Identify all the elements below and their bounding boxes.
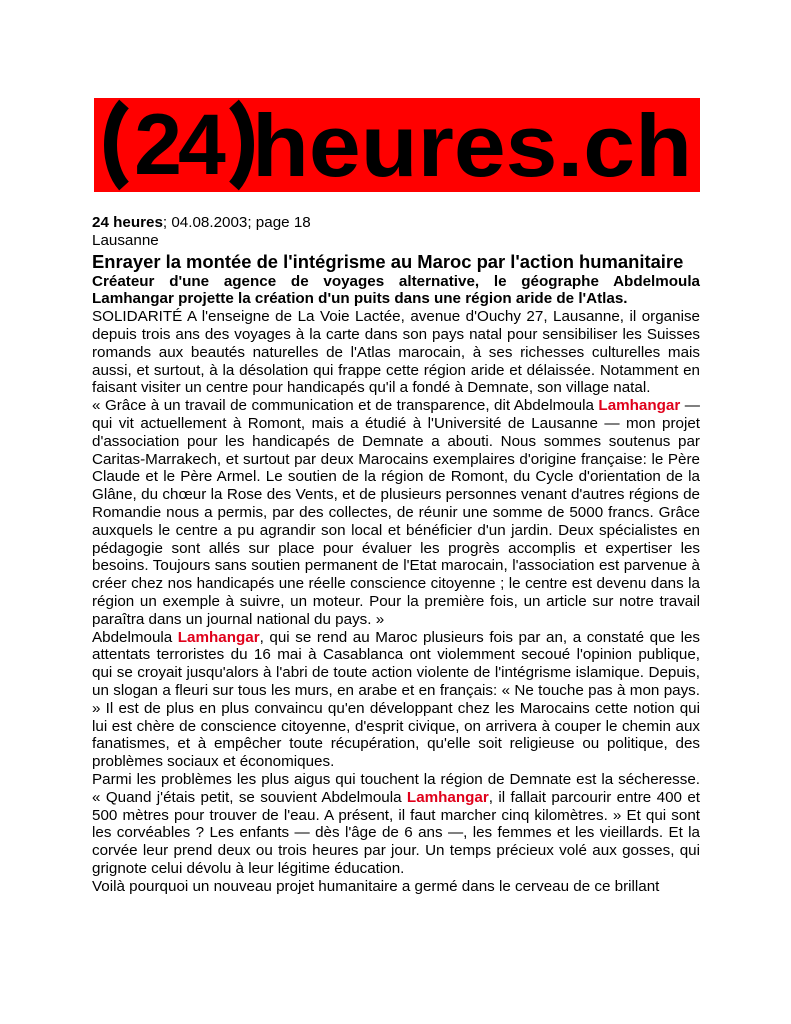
highlighted-name: Lamhangar	[177, 628, 260, 646]
article-headline: Enrayer la montée de l'intégrisme au Maroc par l'action humanitaire	[92, 250, 684, 272]
article-paragraph	[92, 878, 700, 896]
paragraph-text: — qui vit actuellement à Romont, mais a étudié à l'Université de Lausanne — mon projet d'association pour les handicapés de Demnate a abouti. Nous sommes soutenus par Caritas-Marrakech, et surtout par deux Marocains exemplaires d'origine française: le Père Claude et le Père Armel. Le soutien de la région de Romont, du Cycle d'orientation de la Glâne, du chœur la Rose des Vents, et de plusieurs personnes venant d'autres régions de Romandie nous a permis, par des collectes, de réunir une somme de 5000 francs. Grâce auxquels le centre a pu agrandir son local et bénéficier d'un jardin. Deux spécialistes en pédagogie sont allés sur place pour évaluer les progrès accomplis et expertiser les besoins. Toujours sans soutien permanent de l'Etat marocain, l'association est parvenue à créer chez nos handicapés une réelle conscience citoyenne ; le centre est devenu dans la région un exemple à suivre, un moteur. Pour la première fois, un article sur notre travail paraîtra dans un journal national du pays. »	[92, 397, 700, 628]
article-paragraph	[92, 397, 700, 628]
article	[92, 214, 700, 895]
article-lead: Créateur d'une agence de voyages alternative, le géographe Abdelmoula Lamhangar projette la création d'un puits dans une région aride de l'Atlas.	[92, 272, 700, 308]
logo-number: 24	[134, 98, 222, 192]
paragraph-text: Parmi les problèmes les plus aigus qui touchent la région de Demnate est la sécheresse. « Quand j'étais petit, se souvient Abdelmoula	[92, 770, 700, 806]
article-paragraph	[92, 771, 700, 878]
paragraph-text: « Grâce à un travail de communication et de transparence, dit Abdelmoula	[92, 397, 599, 415]
article-paragraph	[92, 308, 700, 397]
paragraph-text: Voilà pourquoi un nouveau projet humanitaire a germé dans le cerveau de ce brillant	[92, 877, 660, 895]
paragraph-text: , il fallait parcourir entre 400 et 500 mètres pour trouver de l'eau. A présent, il faut marcher cinq kilomètres. » Et qui sont les corvéables ? Les enfants — dès l'âge de 6 ans —, les femmes et les vieillards. Et la corvée leur prend deux ou trois heures par jour. Un temps précieux volé aux gosses, qui grignote celui dévolu à leur légitime éducation.	[92, 788, 701, 877]
site-logo	[94, 98, 700, 192]
article-body	[92, 308, 700, 895]
highlighted-name: Lamhangar	[406, 788, 489, 806]
article-paragraph	[92, 629, 700, 771]
paragraph-text: SOLIDARITÉ A l'enseigne de La Voie Lactée, avenue d'Ouchy 27, Lausanne, il organise depuis trois ans des voyages à la carte dans son pays natal pour sensibiliser les Suisses romands aux beautés naturelles de l'Atlas marocain, à ses richesses culturelles mais aussi, et surtout, à la désolation qui frappe cette région aride et délaissée. Notamment en faisant visiter un centre pour handicapés qu'il a fondé à Demnate, son village natal.	[92, 308, 700, 397]
paragraph-text: Abdelmoula	[92, 628, 178, 646]
paragraph-text: , qui se rend au Maroc plusieurs fois par an, a constaté que les attentats terroristes du 16 mai à Casablanca ont violemment secoué l'opinion publique, qui se croyait jusqu'alors à l'abri de toute action violente de l'intégrisme islamique. Depuis, un slogan a fleuri sur tous les murs, en arabe et en français: « Ne touche pas à mon pays. » Il est de plus en plus convaincu qu'en développant chez les Marocains cette notion qui lui est chère de conscience citoyenne, d'esprit civique, on arrivera à couper le chemin aux fanatismes, et à empêcher toute récupération, qu'elle soit religieuse ou politique, des problèmes sociaux et économiques.	[92, 628, 700, 771]
publication-name: 24 heures	[92, 214, 163, 231]
highlighted-name: Lamhangar	[598, 397, 681, 415]
logo-word: heures.ch	[252, 98, 692, 192]
article-meta	[92, 214, 700, 232]
article-section: Lausanne	[92, 231, 159, 249]
publication-details: ; 04.08.2003; page 18	[162, 214, 311, 231]
logo-graphic	[94, 98, 700, 192]
